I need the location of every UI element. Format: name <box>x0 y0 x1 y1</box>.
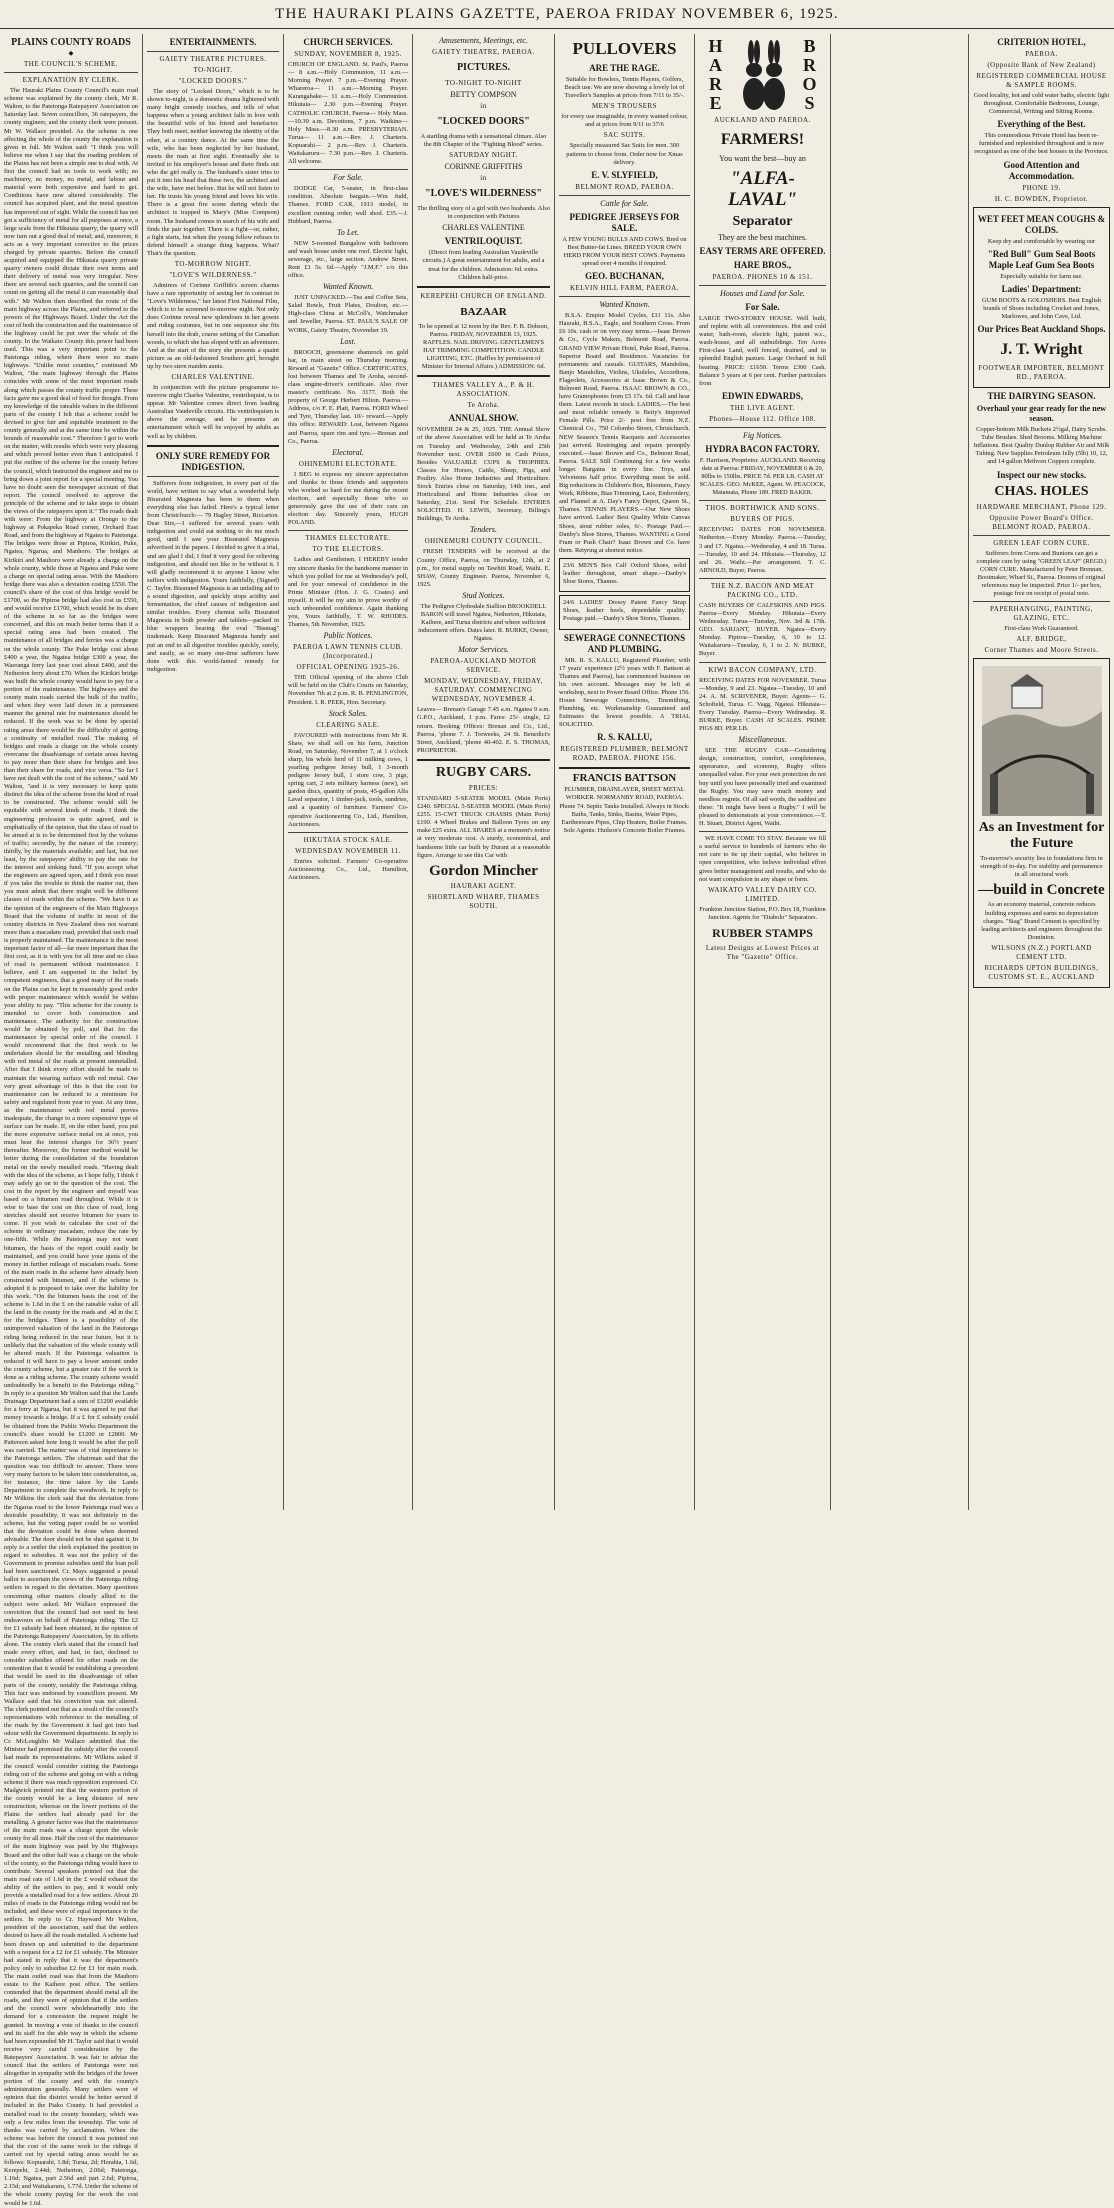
advertiser: ALF. BRIDGE, <box>1016 635 1067 644</box>
ad-body: A FEW YOUNG BULLS AND COWS. Bred on Best Butter-fat Lines. BREED YOUR OWN HERD FROM YOUR BEST COWS. Payments spread over 4 months if required. <box>562 235 687 268</box>
ad-headline: GREEN LEAF CORN CURE. <box>993 538 1090 547</box>
subheading: Opposite Power Board's Office. BELMONT ROAD, PAEROA. <box>989 513 1094 531</box>
subheading: HAURAKI AGENT. <box>450 881 517 890</box>
subheading: CLEARING SALE. <box>316 720 380 729</box>
ad-headline: KIWI BACON COMPANY, LTD. <box>708 665 817 674</box>
divider <box>288 530 408 531</box>
advertiser: WILSONS (N.Z.) PORTLAND CEMENT LTD. <box>991 943 1092 961</box>
ad-headline: RUBBER STAMPS <box>712 925 813 940</box>
subheading: GAIETY THEATRE, PAEROA. <box>432 48 535 56</box>
advertiser: CHAS. HOLES <box>994 483 1089 499</box>
ad-headline: —build in Concrete <box>978 882 1105 899</box>
ad-subheadline: "Red Bull" Gum Seal Boots Maple Leaf Gum Sea Boots <box>987 248 1096 270</box>
ad-body: A startling drama with a sensational climax. Also the 8th Chapter of the "Fighting Blood" series. <box>420 133 547 149</box>
ad-body: This commodious Private Hotel has been re-furnished and replenished throughout and is now recognised as one of the best houses in the Province. <box>974 132 1109 156</box>
category-heading: Electoral. <box>332 447 364 457</box>
category-heading: Amusements, Meetings, etc. <box>439 36 528 45</box>
advertiser: HARE BROS., <box>733 260 792 270</box>
article-body: The story of "Locked Doors," which is to be shown to-night, is a domestic drama lightened with many bright comedy touches, and tells of what happens when a young architect falls in love with the beautiful wife of his friend and benefactor. They both meet, neither knowing the identity of the other, at a country dance. At the same time the wife, who has been neglected by her husband, meets the man at first sight. Eventually she is invited to his employer's house and there finds out who the girl really is. The husband's sister tries to put it into his head that these two, the architect and the wife, have met before. But he will not listen to her. He trusts his young friend and loves his wife. There is a great fire scene during which the architect is trapped in Mary's (Miss Compson) room. The husband comes in search of his wife and finds the pair together. There is a fight—or, rather, a fight starts, but when the young fellow refuses to defend himself a strange thing happens. What? That's the question. <box>147 88 279 257</box>
subheading: SHORTLAND WHARF, THAMES SOUTH. <box>427 892 540 910</box>
ad-body: SEE THE RUGBY CAR—Considering design, construction, comfort, completeness, appearance, and economy, Rugby offers unequalled value. For your own protection do not buy until you have personally tried and examined the Rugby. You may save much money and needless regrets. Of all sad words, the saddest are these: "It might have been a Rugby." I will be pleased to demonstrate at your convenience.—T. H. Stuart, District Agent, Waihi. <box>699 747 826 828</box>
category-heading: For Sale. <box>333 173 363 183</box>
subheading: OHINEMURI COUNTY COUNCIL. <box>424 537 543 546</box>
ad-headline: PAPERHANGING, PAINTING, GLAZING, ETC. <box>990 605 1093 623</box>
ad-headline: CRITERION HOTEL, <box>997 37 1086 47</box>
subheading: MEN'S TROUSERS <box>591 102 658 111</box>
article-body: In conjunction with the picture programme to-morrow night Charles Valentine, ventriloquist, is to appear. Mr Valentine comes direct from leading Australian Vaudeville circuits. His ventriloquism is above the average, and he presents an entertainment which will be enjoyed by adults as well as by children. <box>147 384 279 440</box>
ad-headline: SEWERAGE CONNECTIONS AND PLUMBING. <box>563 632 686 654</box>
divider <box>699 578 826 579</box>
subheading: AUCKLAND AND PAEROA. <box>714 116 811 124</box>
ad-body: First-class Work Guaranteed. <box>1004 625 1079 633</box>
divider <box>559 296 690 297</box>
ad-headline: FARMERS! <box>720 131 805 148</box>
ad-headline: VENTRILOQUIST. <box>444 236 523 247</box>
ad-body: As an economy material, concrete reduces building expenses and earns no depreciation charges. "Stag" Brand Cement is specified by leading architects and engineers throughout the Dominion. <box>981 901 1102 941</box>
divider <box>699 831 826 832</box>
star-name: CORINNE GRIFFITHS <box>444 162 523 172</box>
subheading: THAMES ELECTORATE. <box>305 534 391 543</box>
subheading: SUNDAY, NOVEMBER 8, 1925. <box>294 50 402 58</box>
subheading: PHONE 19. <box>1022 183 1061 192</box>
subheading: TO-NIGHT TO-NIGHT <box>445 79 522 87</box>
column-plains-county-roads <box>4 34 138 2207</box>
ad-headline: THE N.Z. BACON AND MEAT PACKING CO., LTD. <box>710 581 815 599</box>
divider <box>973 601 1110 602</box>
subheading: BELMONT ROAD, PAEROA. <box>575 182 674 191</box>
category-heading: Cattle for Sale. <box>600 198 649 208</box>
ad-headline: THE DAIRYING SEASON. <box>987 391 1096 402</box>
notice-body: JUST UNPACKED.—Tea and Coffee Sets, Salad Bowls, Fruit Plates, Doulton, etc.—High-class China at McColl's, Watchmaker and Jeweller, Paeroa. ST. PAUL'S SALE OF WORK, Gaiety Theatre, November 19. <box>288 294 408 334</box>
advertiser: H. C. BOWDEN, Proprietor. <box>994 194 1089 203</box>
ad-subheadline: ARE THE RAGE. <box>589 63 660 73</box>
advertiser: J. T. Wright <box>1000 341 1083 359</box>
ad-body: 24/6 LADIES' Dressy Patent Fancy Strap Shoes, leather heels, dependable quality. Postage paid.—Danby's Shoe Stores, Thames. <box>563 599 686 623</box>
category-heading: Motor Services. <box>458 645 509 655</box>
column-rule <box>554 34 555 1510</box>
ad-body: LARGE TWO-STOREY HOUSE. Well built, and replete with all conveniences. Hot and cold water, bath-room, electric light, patent w.c., wash-house, and all outbuildings. Ten Acres First-class Land, well fenced, drained, and in splendid English pasture. Large Orchard in full bearing. PRICE: £1650. Terms £300 Cash. Balance 5 years at 6 per cent. Further particulars from <box>699 315 826 387</box>
subheading: REGISTERED COMMERCIAL HOUSE & SAMPLE ROOMS. <box>976 72 1107 89</box>
category-heading: Wanted Known. <box>599 300 650 310</box>
ad-body: 23/6 MEN'S Box Calf Oxford Shoes, solid leather throughout, smart shape.—Danby's Shoe Stores, Thames. <box>563 561 686 586</box>
ad-body: (Direct from leading Australian Vaudeville circuits.) A great entertainment for adults, and a treat for the children. Admission: 6d. extra. Children half-price. <box>422 249 545 281</box>
concrete-ad <box>973 658 1110 988</box>
notice-body: CHURCH OF ENGLAND. St. Paul's, Paeroa— 8 a.m.—Holy Communion, 11 a.m.—Morning Prayer. 7 p.m.—Evening Prayer. Whareroa— 11 a.m.—Morning Prayer. Karangahake— 11 a.m.—Holy Communion. Hikutaia— 2.30 p.m.—Evening Prayer. CATHOLIC CHURCH. Paeroa— Holy Mass.—10.30 a.m. Devotions, 7 p.m. Waikino— Holy Mass.—8.30 a.m. PRESBYTERIAN. Turua— 11 a.m.—Rev. J. Charteris. Kopuarahi— 2 p.m.—Rev. J. Charteris. Waitakaruru— 7.30 p.m.—Rev. J. Charteris. All welcome. <box>288 61 408 166</box>
subheading: BUYERS OF PIGS. <box>730 515 795 524</box>
divider <box>147 445 279 447</box>
column-rule <box>830 34 831 1510</box>
masthead: THE HAURAKI PLAINS GAZETTE, PAEROA FRIDAY NOVEMBER 6, 1925. <box>0 0 1114 29</box>
divider <box>559 767 690 769</box>
subheading: HARDWARE MERCHANT, Phone 129. <box>976 502 1107 511</box>
divider <box>417 375 550 377</box>
ad-headline: Gordon Mincher <box>429 862 538 879</box>
category-heading: Stud Notices. <box>462 590 505 600</box>
divider <box>288 832 408 833</box>
subheading: "LOCKED DOORS." <box>178 77 248 85</box>
subheading: SATURDAY NIGHT. <box>449 151 518 160</box>
ad-body: Suitable for Bowlers, Tennis Players, Golfers, Beach use. We are now showing a lovely lot of Traveller's Samples at prices from 7/11 to 35/-. <box>564 76 685 100</box>
category-heading: Stock Sales. <box>328 708 368 718</box>
ad-subheadline: Ladies' Department: <box>1001 283 1082 294</box>
ad-headline: PULLOVERS <box>572 39 677 58</box>
advertiser: E. V. SLYFIELD, <box>591 169 658 180</box>
subheading: Phones—House 112. Office 108. <box>709 414 816 423</box>
column-entertainments <box>147 34 279 1510</box>
star-name: CHARLES VALENTINE <box>442 223 525 233</box>
ad-body: B.S.A. Empire Model Cycles, £11 11s. Also Hauraki, B.S.A., Eagle, and Southern Cross. From £6 10s. cash or on very easy terms.—Isaac Brown & Co., Cycle Makers, Belmont Road, Paeroa. GRAND VIEW Private Hotel, Puke Road, Paeroa. Superior Board and Residence. Vacancies for permanents and casuals. GUITARS, Mandolins, Banjo Mandolins, Violins, Ukuleles, Accordions, Flageolets, Accessories at Isaac Brown & Co., Belmont Road, Paeroa. ISAAC BROWN & CO., have Gramophones from £5 17s. 6d. Call and hear them. Latest records in stock. LADIES.—The best and most reliable remedy is Betty's Improved Female Pills. Price 2/- post free from N.Z. Chemical Co., 750 Colombo Street, Christchurch. NEW Season's Tennis Racquets and Accessories just arrived. Restringing and repairs promptly executed.—Isaac Brown and Co., Belmont Road, Paeroa. SALE Still Continuing for a few weeks longer. Bargains in every line. Toys, and Velveteens half price. Everything must be sold. Big reductions in Children's Box, Bloomers, Fancy Work, Ribbons, Bias Trimming, Lace, Embroidery, and Flannel at A. Day's Fancy Depot, Queen St., Thames. TENNIS PLAYERS.—Our New Shoes have arrived. Ladies' Best Quality White Canvas Shoes, stout rubber soles, 6/-. Postage Paid.—Danby's Shoe Stores, Thames. WANTING a Good Fram or Push Chair? Isaac Brown and Co. have them. Retyring at shortest notice. <box>559 312 690 554</box>
subheading: OFFICIAL OPENING 1925-26. <box>296 663 400 672</box>
hare-bros-logo <box>699 36 826 114</box>
article-section: EXPLANATION BY CLERK. <box>22 76 120 85</box>
subheading: KELVIN HILL FARM, PAEROA. <box>569 284 680 293</box>
ad-body: Sufferers from indigestion, in every part of the world, have written to say what a wonderful help Bisurated Magnesia has been to them when everything else has failed. Here's a typical letter from Christchurch:— 79 Hagley Street, Riccarton. Dear Sirs,—I suffered for several years with indigestion and could eat nothing to do me much good, until I saw your Bisurated Magnesia advertised in the papers. I decided to give it a trial, and am glad I did; I find it very good for relieving indigestion, and should not like to be without it. I will gladly recommend it to anyone I know who suffers with indigestion. Yours faithfully, (Signed) C. Taylor. Bisurated Magnesia is an unfailing aid to a sound digestion, and quickly stops acidity and fermentation, the chief causes of indigestion and similar troubles. Every chemist sells Bisurated Magnesia in both powder and tablets—packed in blue wrappers bearing the oval "Bismag" trademark. Keep Bisurated Magnesia handy and put an end to all digestive troubles quickly, surely, and easily, as so many one-time sufferers have done with this world-famed remedy for indigestion. <box>147 479 279 673</box>
ad-body: Especially suitable for farm use. <box>1000 272 1083 280</box>
divider <box>699 285 826 286</box>
ad-body: Good locality, hot and cold water baths, electric light throughout. Comfortable Bedrooms, Lounge, Commercial, Writing and Sitting Rooms. <box>973 92 1110 116</box>
ad-body: Specially measured Sac Suits for men. 300 patterns to choose from. Order now for Xmas delivery. <box>566 142 683 166</box>
ad-body: CASH BUYERS OF CALFSKINS AND PIGS. Paeroa—Every Monday. Hikutaia—Every Wednesday. Turua—Tuesday, Nov. 3rd & 17th. GEO. SARJANT, BUYER. Ngatea—Every Monday. Pipiroa—Tuesday, 6, 10 to 12. Waitakaruru—Tuesday, 6, 1 to 2. N. BURKE, Buyer. <box>699 601 826 658</box>
ad-body: You want the best—buy an <box>719 154 806 163</box>
notice-body: BROOCH, greenstone shamrock on gold bar, in main street on Thursday morning. Reward at "Gazette" Office. CERTIFICATES, lost between Thames and Te Aroha, second-class engine-driver's certificate. Also river master's certificate. No. 3177. Both the property of George Herbert Hilton. Paeroa.—Address, c/o F. E. Platt, Paeroa. FORD Wheel and Tyre, Thursday last. 10/- reward.—Apply this office. REWARD: Lost, between Ngatea and Paeroa, spare rim and tyre.—Brenan and Co., Paeroa. <box>288 348 408 445</box>
article-body: Admirers of Corinne Griffith's screen charms have a rare opportunity of seeing her in contrast in "Love's Wilderness," her latest First National Film, which is to be screened to-morrow night. Not only does Corinne reveal new splendours in her gowns and riding costumes, but in one sequence she fits herself into the drab, coarse setting of the Canadian woods, to which she has eloped with an adventurer. And at the start of the story she presents a quaint picture as an old-fashioned Southern girl, brought up by two stern maiden aunts. <box>147 281 279 370</box>
ad-body: F. Harrison, Proprietor. AUCKLAND. Receiving date at Paeroa: FRIDAY, NOVEMBER 6 & 20, 80lbs to 150lbs. PRICE 7d. PER LB. CASH AT SCALES. GEO. McKEE, Agent. W. PEACOCK, Matamata, Phone 189. FRED BAKER. <box>699 456 826 497</box>
ad-body: NOVEMBER 24 & 25, 1925. THE Annual Show of the above Association will be held at Te Aroha on Tuesday and Wednesday, 24th and 25th November next. OVER £600 in Cash Prizes, Besides VALUABLE CUPS & TROPHIES. Classes for Horses, Cattle, Sheep, Pigs, and Poultry. Also Home Industries and Horticulture. Stock Entries close on Saturday, 14th inst., and Horticultural and Home Industries close on Saturday, 21st. Send For Schedule. ENTRIES SOLICITED. H. LEWIS, Secretary, Billing's Buildings, Te Aroha. <box>417 426 550 523</box>
ad-subheadline: Our Prices Beat Auckland Shops. <box>977 324 1106 335</box>
ad-headline: HYDRA BACON FACTORY. <box>705 443 820 454</box>
ad-body: Sufferers from Corns and Bunions can get a complete cure by using "GREEN LEAF" (REGD.) CORN CURE. Manufactured by Peter Brennan, Bootmaker, Wharf St., Paeroa. Dozens of original references may be inspected. Price 1/- per box, postage free on receipt of postal note. <box>976 549 1107 597</box>
film-title: "LOCKED DOORS" <box>437 116 530 127</box>
star-name: BETTY COMPSON <box>450 90 517 99</box>
subheading: OHINEMURI ELECTORATE. <box>298 459 398 468</box>
subheading: PRICES: <box>468 783 499 792</box>
divider <box>4 72 138 73</box>
film-title: "LOVE'S WILDERNESS" <box>425 188 542 200</box>
subheading: WEDNESDAY NOVEMBER 11. <box>295 846 401 855</box>
ad-headline: WAIKATO VALLEY DAIRY CO. LIMITED. <box>708 885 817 903</box>
divider <box>417 286 550 288</box>
ad-body: GUM BOOTS & GOLOSHERS. Best English brands of Shoes including Crocket and Jones, Marlowes, and John Cave, Ltd. <box>982 296 1101 320</box>
divider <box>559 195 690 196</box>
notice-body: I BEG to express my sincere appreciation and thanks to those friends and supporters who worked so hard for me during the recent election, and especially those who so generously gave the use of their cars on election day. Sincerely yours, HUGH POLAND. <box>288 470 408 527</box>
ad-body: STANDARD 5-SEATER MODEL (Main Ports) £240. SPECIAL 5-SEATER MODEL (Main Ports) £255. 15-CWT TRUCK CHASSIS (Main Ports) £190. 4 Wheel Brakes and Balloon Tyres on any make £25 extra. ALL SPARES at a moment's notice at very moderate cost. A sturdy, economical, and handsome little car built by Durant at a reasonable figure. Arrange to see this Car with <box>417 794 550 859</box>
article-subtitle: THE COUNCIL'S SCHEME. <box>23 60 118 69</box>
section-title: ENTERTAINMENTS. <box>169 37 257 47</box>
subheading: (Opposite Bank of New Zealand) <box>987 61 1096 69</box>
category-heading: Houses and Land for Sale. <box>719 289 806 298</box>
divider <box>699 427 826 428</box>
subheading: KEREPEHI CHURCH OF ENGLAND. <box>420 291 547 300</box>
subheading: PAEROA. <box>1025 50 1058 58</box>
ad-body: Keep dry and comfortable by wearing our <box>987 237 1096 245</box>
ad-body: RECEIVING DATES FOR NOVEMBER. Netherton.—Every Monday. Paeroa.—Tuesday, 3 and 17. Ngatea.—Wednesday, 4 and 18. Turua.—Tuesday, 10 and 24. Hikutaia.—Thursday, 12 and 26. Waihi.—Per arrangement. T. C. ARNOLD, Buyer, Paeroa. <box>699 526 826 574</box>
subheading: TO THE ELECTORS. <box>312 545 384 554</box>
column-rule <box>142 34 143 1510</box>
ad-headline: THOS. BORTHWICK AND SONS. <box>705 504 820 513</box>
ad-body: Frankton Junction Station, P.O. Box 18, Frankton Junction. Agents for "Diabolo" Separators. <box>699 905 826 921</box>
advertiser: FRANCIS BATTSON <box>572 772 677 785</box>
column-amusements <box>417 34 550 1510</box>
logo-text: HARE <box>708 36 723 113</box>
notice-body: Entries solicited. Farmers' Co-operative Auctioneering Co., Ltd., Hamilton, Auctioneers. <box>288 857 408 881</box>
ad-body: RECEIVING DATES FOR NOVEMBER. Turua—Monday, 9 and 23. Ngatea—Tuesday, 10 and 24. A. M. SCRIVENER, Buyer. Agents— G. Schofield, Turua. C. Vagg, Ngatea. Hikutaia—Every Tuesday. Paeroa—Every Wednesday. R. BURKE, Buyer. CASH AT SCALES. PRIME PIGS 8D. PER LB. <box>699 676 826 733</box>
subheading: PAEROA. PHONES 10 & 151. <box>712 273 813 281</box>
ad-box <box>559 558 690 592</box>
subheading: Corner Thames and Moore Streets. <box>984 646 1099 655</box>
category-heading: To Let. <box>337 227 359 237</box>
column-hare-bros <box>699 34 826 1510</box>
notice-body: FAVOURED with instructions from Mr R. Shaw, we shall sell on his farm, Junction Road, on Saturday, November 7, at 1 o'clock sharp, his whole herd of 11 milking cows, 1 yearling pedigree Jersey bull, 1 3-month pedigree Jersey bull, 1 store cow, 3 pigs, spring cart, 2 sets military harness (new), set garden discs, quantity of posts, 45-gallon Alfa Laval separator, 1 timber-jack, tools, sundries, and a quantity of furniture. Farmers' Co-operative Auctioneering Co., Ltd., Hamilton, Auctioneers. <box>288 731 408 828</box>
subheading: REGISTERED PLUMBER, BELMONT ROAD, PAEROA. PHONE 156. <box>560 745 689 763</box>
divider <box>147 51 279 52</box>
column-notices <box>288 34 408 1510</box>
ad-body: for every use imaginable, in every wanted colour, and at prices from 9/11 to 37/6 <box>561 113 688 129</box>
category-heading: Tenders. <box>469 525 498 535</box>
category-heading: Fig Notices. <box>742 430 783 440</box>
notice-body: DODGE Car, 5-seater, in first-class condition. Absolute bargain.—Wm Judd, Thames. FORD CAR, 1913 model, in excellent running order; well shod. £35.—J. Hubbard, Paeroa. <box>288 185 408 225</box>
subheading: PAEROA LAWN TENNIS CLUB. (Incorporated.) <box>293 643 403 661</box>
ad-subheadline: Overhaul your gear ready for the new season. <box>976 404 1107 424</box>
ad-box <box>559 595 690 629</box>
subheading: FOOTWEAR IMPORTER, BELMONT RD., PAEROA. <box>978 364 1105 382</box>
subheading: THAMES VALLEY A., P. & H. ASSOCIATION. <box>432 381 535 399</box>
column-criterion <box>973 34 1110 1510</box>
ad-subheadline: EASY TERMS ARE OFFERED. <box>699 246 826 256</box>
ad-body: WE HAVE COME TO STAY. Because we fill a useful service to hundreds of farmers who do not care to tie up their capital, who believe in open competition, who believe individual effort gives better management and results, and who do not want compulsion in any shape or form. <box>699 835 826 883</box>
notice-body: THE Official opening of the above Club will be held on the Club's Courts on Saturday, November 7th at 2 p.m. R. B. PENLINGTON, President. I. R. PEEK, Hon. Secretary. <box>288 674 408 706</box>
ad-subheadline: Everything of the Best. <box>997 119 1086 130</box>
subheading: SAC SUITS. <box>603 131 646 140</box>
ad-body: The Pedigree Clydesdale Stallion BROOKDELL BARON will travel Ngatea, Netherton, Hikutaia, Kaihere, and Turua districts and where sufficient inducement offers. Dates later. R. BURKE, Owner, Ngatea. <box>418 602 549 643</box>
ad-subheadline: Good Attention and Accommodation. <box>1003 159 1080 181</box>
advertiser: R. S. KALLU, <box>597 732 652 743</box>
subheading: Latest Designs at Lowest Prices at The "Gazette" Office. <box>705 943 820 961</box>
column-rule <box>412 34 413 1510</box>
advertiser: GEO. BUCHANAN, <box>585 271 664 282</box>
ad-body: PLUMBER, DRAINLAYER, SHEET METAL WORKER. NORMANBY ROAD, PAEROA. Phone 74. Septic Tanks Installed. Always in Stock: Baths, Tanks, Sinks, Basins, Water Pipes, Earthenware Pipes, Chip Heaters, Boiler Frames. Sole Agents: Hudson's Concrete Boiler Frames. <box>559 786 690 834</box>
subheading: in <box>480 174 487 183</box>
logo-text: BROS <box>802 36 817 113</box>
ad-headline: PEDIGREE JERSEYS FOR SALE. <box>569 211 680 233</box>
subheading: GAIETY THEATRE PICTURES. <box>159 55 267 63</box>
subheading: PAEROA-AUCKLAND MOTOR SERVICE. <box>430 657 537 675</box>
concrete-bridge-illustration <box>982 666 1102 816</box>
subheading: TO-MORROW NIGHT. <box>174 259 252 268</box>
article-title: PLAINS COUNTY ROADS <box>11 37 131 48</box>
ad-body: Copper-bottom Milk Buckets 2½gal, Dairy Scrubs. Tube Brushes. Shed Brooms. Milking Machine Inflations. Best Quality Dunlop Rubber Air and Milk Tubing. New Supplies Petroleum Jelly (5lb) 10, 12, and 14 gallon Methven Coppers complete. <box>973 426 1110 466</box>
subheading: CHARLES VALENTINE. <box>171 373 255 381</box>
category-heading: Lost. <box>340 336 356 346</box>
ad-body: MR. R. S. KALLU, Registered Plumber, with 17 years' experience (2½ years with F. Battson at Thames and Paeroa), has commenced business on his own account. Messages may be left at workshop, next to Power Board Office. Phone 156. House Sewerage Connections, Tinsmithing, Plumbing, etc. Workmanship Guaranteed and Estimates the lowest possible. A TRIAL SOLICITED. <box>559 656 690 729</box>
ad-body: To be opened at 12 noon by the Rev. F. B. Dobson, Paeroa. FRIDAY, NOVEMBER 13, 1925. RAFFLES. NAIL DRIVING. GENTLEMEN'S HAT TRIMMING COMPETITION. CANDLE LIGHTING, ETC. (Raffles by permission of Minister for Internal Affairs.) ADMISSION: 6d. <box>418 322 549 371</box>
ad-headline: Separator <box>732 214 793 229</box>
ad-body: The thrilling story of a girl with two husbands. Also in conjunction with Pictures <box>417 205 550 221</box>
section-title: CHURCH SERVICES. <box>303 37 393 47</box>
ad-headline: BAZAAR <box>460 305 507 318</box>
advertiser: EDWIN EDWARDS, <box>721 390 803 401</box>
category-heading: Miscellaneous. <box>738 735 787 745</box>
notice-body: NEW 5-roomed Bungalow with bathroom and wash house under one roof. Electric light, sewerage, etc., large section. Andrew Street. Rent £1 5s. 6d.—Apply "J.M.F." c/o this office. <box>288 239 408 280</box>
divider <box>147 476 279 477</box>
category-heading: Wanted Known. <box>322 282 374 292</box>
column-rule <box>968 34 969 1510</box>
ad-headline: ANNUAL SHOW. <box>448 413 519 424</box>
subheading: Te Aroha. <box>467 401 500 410</box>
column-pullovers <box>559 34 690 1510</box>
ad-headline: RUGBY CARS. <box>435 764 532 780</box>
subheading: in <box>480 102 487 110</box>
ad-body: Leaves— Brenan's Garage 7.45 a.m. Ngatea 9 a.m. G.P.O., Auckland, 1 p.m. Fares: 25/- single, £2 return. Booking Offices: Brenan and Co., Ltd., Paeroa, 'phone 7. J. Treweeks, 24 St. Benedict's Street, Auckland, 'phone 40-402. E. S. THOMAS, PROPRIETOR. <box>417 706 550 754</box>
divider <box>417 759 550 761</box>
ad-headline: For Sale. <box>745 302 780 312</box>
ad-headline: WET FEET MEAN COUGHS & COLDS. <box>977 213 1106 235</box>
ad-headline: As an Investment for the Future <box>978 820 1105 852</box>
ad-body: They are the best machines. <box>717 233 808 242</box>
ad-headline: PICTURES. <box>456 62 511 73</box>
rabbits-icon <box>733 38 793 112</box>
ad-body: FRESH TENDERS will be received at the County Office, Paeroa, on Thursday, 12th, at 2 p.m., for metal supply on Tawhiti Road, Waihi. E. SHAW, County Engineer. Paeroa, November 6, 1925. <box>417 548 550 588</box>
subheading: MONDAY, WEDNESDAY, FRIDAY, SATURDAY. COMMENCING WEDNESDAY, NOVEMBER 4. <box>424 677 543 704</box>
ad-box <box>973 207 1110 388</box>
article-body: The Hauraki Plains County Council's main road scheme was explained by the county clerk, Mr R. Walton, to the Patetonga Ratepayers' Association on Saturday last. Seven councillors, 36 ratepayers, the county engineer, and the county clerk were present. Mr W. Wallace presided. As the scheme is one affecting the whole of the county the explanation is given in full. Mr Walton said: "I think you will believe me when I say that the roading problem of the Plains has not been a simple one to deal with. At first the council had no tools to work with; no machinery, no money, no metal, and labour and material were both expensive and hard to get. Conditions have now altered considerably. The council has acquired plant, and the metal question has improved out of sight. While the council has not got a sufficiency of metal for all purposes at once, a large scale from the Hikutaia quarry, the quarry will now turn out a good deal of metal; and, moreover, it acts as a very important corrective to the prices charged by private quarries. Before the council acquired and equipped the Hikutaia quarry private quarry owners could dictate their own terms and their delivery of metal was very irregular. Now there are several such quarries, and the council can count on getting all the metal it can reasonably deal with." Mr Walton then described the route of the main highway across the Plains, and referred to the powers of the Highways Board. Under the Act the cost of both the construction and the maintenance of the highway could be put over the whole of the county. In the Waikato County this power had been used. This was a very important point to the Patetonga riding, where there were no main highways. "Unlike most counties," continued Mr Walton, "the main highway through the Plains coincides with some of the most important roads along which passes the county traffic proper. These facts gave me a good deal of food for thought. From my knowledge of the rateable values in the different parts of the county I felt that a scheme could be devised to give fair and equitable treatment to the county generally and at the same time be within the bounds of reasonable cost." Therefore I got to work on the matter, with results which were very pleasing and which proved better even than I anticipated. I put the outline of the scheme for the county before the council, which instructed the engineer and me to bring down a joint report for a special meeting. You have no doubt seen the newspaper account of that report. The council resolved to approve the principle of the scheme and to take steps to obtain the views of the ratepayers upon it." The roads dealt with were: From the highway at Orongo to the highway at Pokapeka Road corner, Orchard East Road, and from the highway at Ngatea to Patetonga. The bridges were those at Pipiroa, Kirikiri, Puke, Ngatea, Ngarua, and Manhoro. The bridges at Kirikiri and Mauhoro were already a charge on the whole county, while those at Ngatea and Puke were a charge on special rating areas. With the Mauhoro bridge there was also a deviation costing £550. The council's share of the cost of this bridge would be £1700, so the Pipiroa bridge had also cost us £550, and would receive £1700, which would be its share of the scheme in so far as the bridges were concerned, and this on much better terms than if a special rating area had been created. The maintenance of all bridges and ferries was a charge on the whole county. The Puke bridge cost about £400 a year, the Ngatea bridge £300 a year, the Waeranga ferry last year cost about £400, and the Netherton ferry about £70. When the Kirikiri bridge was built the whole county would have to pay for a portion of the maintenance. The highways and the county main roads carried the bulk of the traffic, and when they were laid down in a permanent manner the general rate for maintenance should be reduced. If the work was to be done by special rating areas there would be the difficulty of getting a continuity of metalled road. The making of bridges and roads a charge on the whole county overcame the disadvantage of certain areas having to pay more than their share for bridges and less than their share for roads, and vice versa. "So far I have not dealt with the cost of the scheme," said Mr Walton, "and it is very necessary to keep quite distinct the idea of the scheme from the kind of road to be constructed. The scheme would still be equitable with several kinds of roads. I think the engineering profession is quite agreed, and is emphatically of the opinion, that the class of road to be aimed at is to be determined first by the volume of traffic; secondly, by the nature of the country; thirdly, by the materials available; and last, but not least, by the ratepayers' ability to pay the rate for the interest and sinking fund. "If you accept what the engineers are agreed upon, and I think you must if you take the trouble to think the matter out, then you must admit that there might well be different classes of roads within the scheme. "We have it as the opinion of the engineers of the Main Highways Board that the volume of traffic in most of the country districts in New Zealand does not warrant more than a macadam road, provided that such road is properly maintained. The maintenance is the most important factor of all—far more important than the first cost, as it is with you for all time and no class of road is permanent without maintenance. I believe, and I am supported in the belief by competent engineers, that a good many of the roads on the Plains can be kept in reasonably good order with proper maintenance which would be within your ability to pay. "This scheme for the county is intended to cover both construction and maintenance. The authority for the construction would be obtained by poll, and that for the maintenance by special order of the council. I would recommend that the first work to be undertaken should be the metalling and blinding with red metal of the roads at present unmetalled. After that I think every effort should be made to maintain the wearing surface with red metal. One very great advantage of this is that the cost for maintenance can be reduced to a minimum for safety and regulated from year to year. At any time, as the maintenance with red metal proves inadequate, the change to a more expensive type of surface can be made. If, on the other hand, you put the more expensive surface metal on at once, you must bear the interest charges for 36½ years' thereafter. Moreover, the former method would be better during the consolidation of the foundation metal on the newly metalled roads. "Having dealt with the idea of the scheme, as I hope fully, I think I may safely go on to the question of the cost. The cost in the report by the engineer and myself was based on a bitumen road throughout. While it is wise to base the cost on this class of road, long stretches should not receive bitumen for years to come. If you wish to calculate the cost of the scheme in ordinary macadam, reduce the rate by one-fifth. While the Patetonga may not want bitumen, the basis of the report could easily be maintained, and you could have your quota of the money in further mileage of macadam roads. Some of the main roads in the scheme have already been constructed with bitumen, and if the scheme is adopted it is proposed to take over the liability for this work. "On the bitumen basis the cost of the scheme is 1.6d in the £ on the rateable value of all the land in the county for the roads and .4d in the £ for the bridges. There is a possibility of the unimproved valuation of the land in the Patetonga riding being reduced in the near future, but it is unlikely that the valuation of the whole county will be altered much. If the Patetonga valuation is reduced it will have to pay a lower amount under the county scheme, but a greater rate if the work is done as a riding scheme. The county scheme would undoubtedly be a benefit to the Patetonga riding." In reply to a question Mr Walton said that the Lands Drainage Department had a sum of £1200 available for a ferry at Ngarua, but it was agreed to put that money towards a bridge. If a £ for £ subsidy could be obtained from the Public Works Department the council's share would be £1200 or £2800. Mr Patterson asked how long it would be after the poll was carried. The matter was of vital importance to the Patetonga settlers. The chairman said that the question was too difficult to answer. There were very many factors to be taken into consideration, as, for instance, the time taken by the Lands Department to complete the woodwork. In reply to Mr Wilkins the clerk said that the deviation from the Ngarua road to the lower Patetonga road was a desirable possibility. It was not definitely in the scheme, but the voting paper could be so worded that the deviation could be done when deemed advisable. The door should not be shut against it. In reply to a settler the clerk explained the position in regard to subsidies. It was not the policy of the Government to promise subsidies until the loan poll had been sanctioned. Cr. Mays suggested a postal ballot to ascertain the views of the Patetonga riding settlers in regard to the deviation. Many questions concerning other matters closely allied to the subject were asked. Mr Wallace expressed the conviction that the council had not used its best endeavours on behalf of Patetonga riding. The £2 for £1 subsidy had been obtained, in the opinion of the Patetonga Ratepayers' Association, by its efforts alone. The county clerk stated that the council had made every effort, and had, in fact, declined to consider subsidies offered for other roads on the contention that it would be establishing a precedent that would be used to the disadvantage of other parts of the county, notably the Patetonga riding. This fact was endorsed by councillors present. Mr Wallace said that his conviction was not altered. The clerk pointed out that as a result of the council's representations with reference to the metalling of the roads by the Government it had got into bad odour with the Government departments. In reply to Cr. McLoughlin Mr Wallace admitted that the Minister had promised the subsidy after the council had made its representations. Mr Wilkins asked if the council would consider cutting the Patetonga riding out of the scheme and going on with a riding scheme if there was much opposition expressed. Cr. Madgwick pointed out that the western portion of the county would be a long distance of new construction, whereas on the lower portions of the Plains the settlers had already paid for the metalling. A greater factor was that the maintenance of the main roads was a charge upon the whole county for all time. Half the cost of the maintenance of the main highway was paid by the Highways Board and the other half was a charge on the whole of the county, so the Patetonga riding would have to contribute. Several speakers pointed out that the main road rate of 1.6d in the £ would exhaust the ability of the settlers to pay, and it would only provide a metalled road for a few settlers. About 20 miles of roads in the Patetonga riding would not be included, and these were of equal importance to the settlers. In reply to Cr. Hayward Mr Walton, president of the association, said that the settlers desired to have all the roads metalled. A scheme had been drawn up and submitted to the department with a request for a £2 for £1 subsidy. The Minister had stated in reply that it was the department's policy only to subsidise £2 for £1 for main roads. The main outlet road was that from the Mauhoro estate to the Kaihere post office. The settlers contended that the department should metal all the roads, and they were of opinion that if the settlers and the council were wholeheartedly into the demand for a concession the request might be granted. In moving a vote of thanks to the council and its staff for the able way in which the scheme had been expounded Mr H. Taylor said that it would receive very careful consideration by the Ratepayers' Association. It was fair to advise the council that the settlers of Patetonga were not altogether in sympathy with the bridges of the lower portion of the county and with the county's administration generally. Many settlers were of opinion that the district would be better served if included in the Piako County. It had provided a metalled road to the county boundary, which was only a few miles from the township. The vote of thanks was carried by acclamation. When the scheme was before the council it was pointed out that the cost of the same work to the ridings if carried out by special rating areas would be as follows: Kopuarahi, 1.8d; Turua, 2d; Horahia, 1.6d; Kerepehi, 2.44d; Netherton, 2.06d; Patetonga, 1.16d; Ngatea, part 2.56d and part 2.6d; Pipiroa, 2.15d; and Waitakaruru, 1.77d. Under the scheme of the whole county paying for the work the cost would be 1.6d. <box>4 87 138 2207</box>
subheading: TO-NIGHT. <box>193 66 233 74</box>
ad-subheadline: Inspect our new stocks. <box>996 469 1087 480</box>
subheading: THE LIVE AGENT. <box>729 403 796 412</box>
subheading: RICHARDS UPTON BUILDINGS, CUSTOMS ST. E., AUCKLAND <box>984 963 1099 981</box>
subheading: "LOVE'S WILDERNESS." <box>169 270 257 279</box>
notice-body: Ladies and Gentlemen, I HEREBY tender my sincere thanks for the handsome manner in which you polled for me at Wednesday's poll, and for your renewal of confidence in the Prime Minister (Hon. J. G. Coates) and myself. It will be my aim to prove worthy of such unbounded confidence. Again thanking you, Yours faithfully, T. W. RHODES. Thames, 5th November, 1925. <box>288 556 408 629</box>
column-rule <box>694 34 695 1510</box>
divider <box>699 662 826 663</box>
divider <box>973 535 1110 536</box>
category-heading: Public Notices. <box>323 631 373 641</box>
divider <box>288 169 408 170</box>
ad-body: To-morrow's security lies in foundations firm in strength of to-day. For stability and permanence in all structural work <box>980 855 1103 879</box>
ad-title: ONLY SURE REMEDY FOR INDIGESTION. <box>155 450 271 472</box>
divider: ◆ <box>68 50 74 57</box>
column-rule <box>283 34 284 1510</box>
ad-headline: "ALFA-LAVAL" <box>728 168 797 210</box>
divider <box>699 500 826 501</box>
subheading: HIKUTAIA STOCK SALE. <box>303 835 393 844</box>
